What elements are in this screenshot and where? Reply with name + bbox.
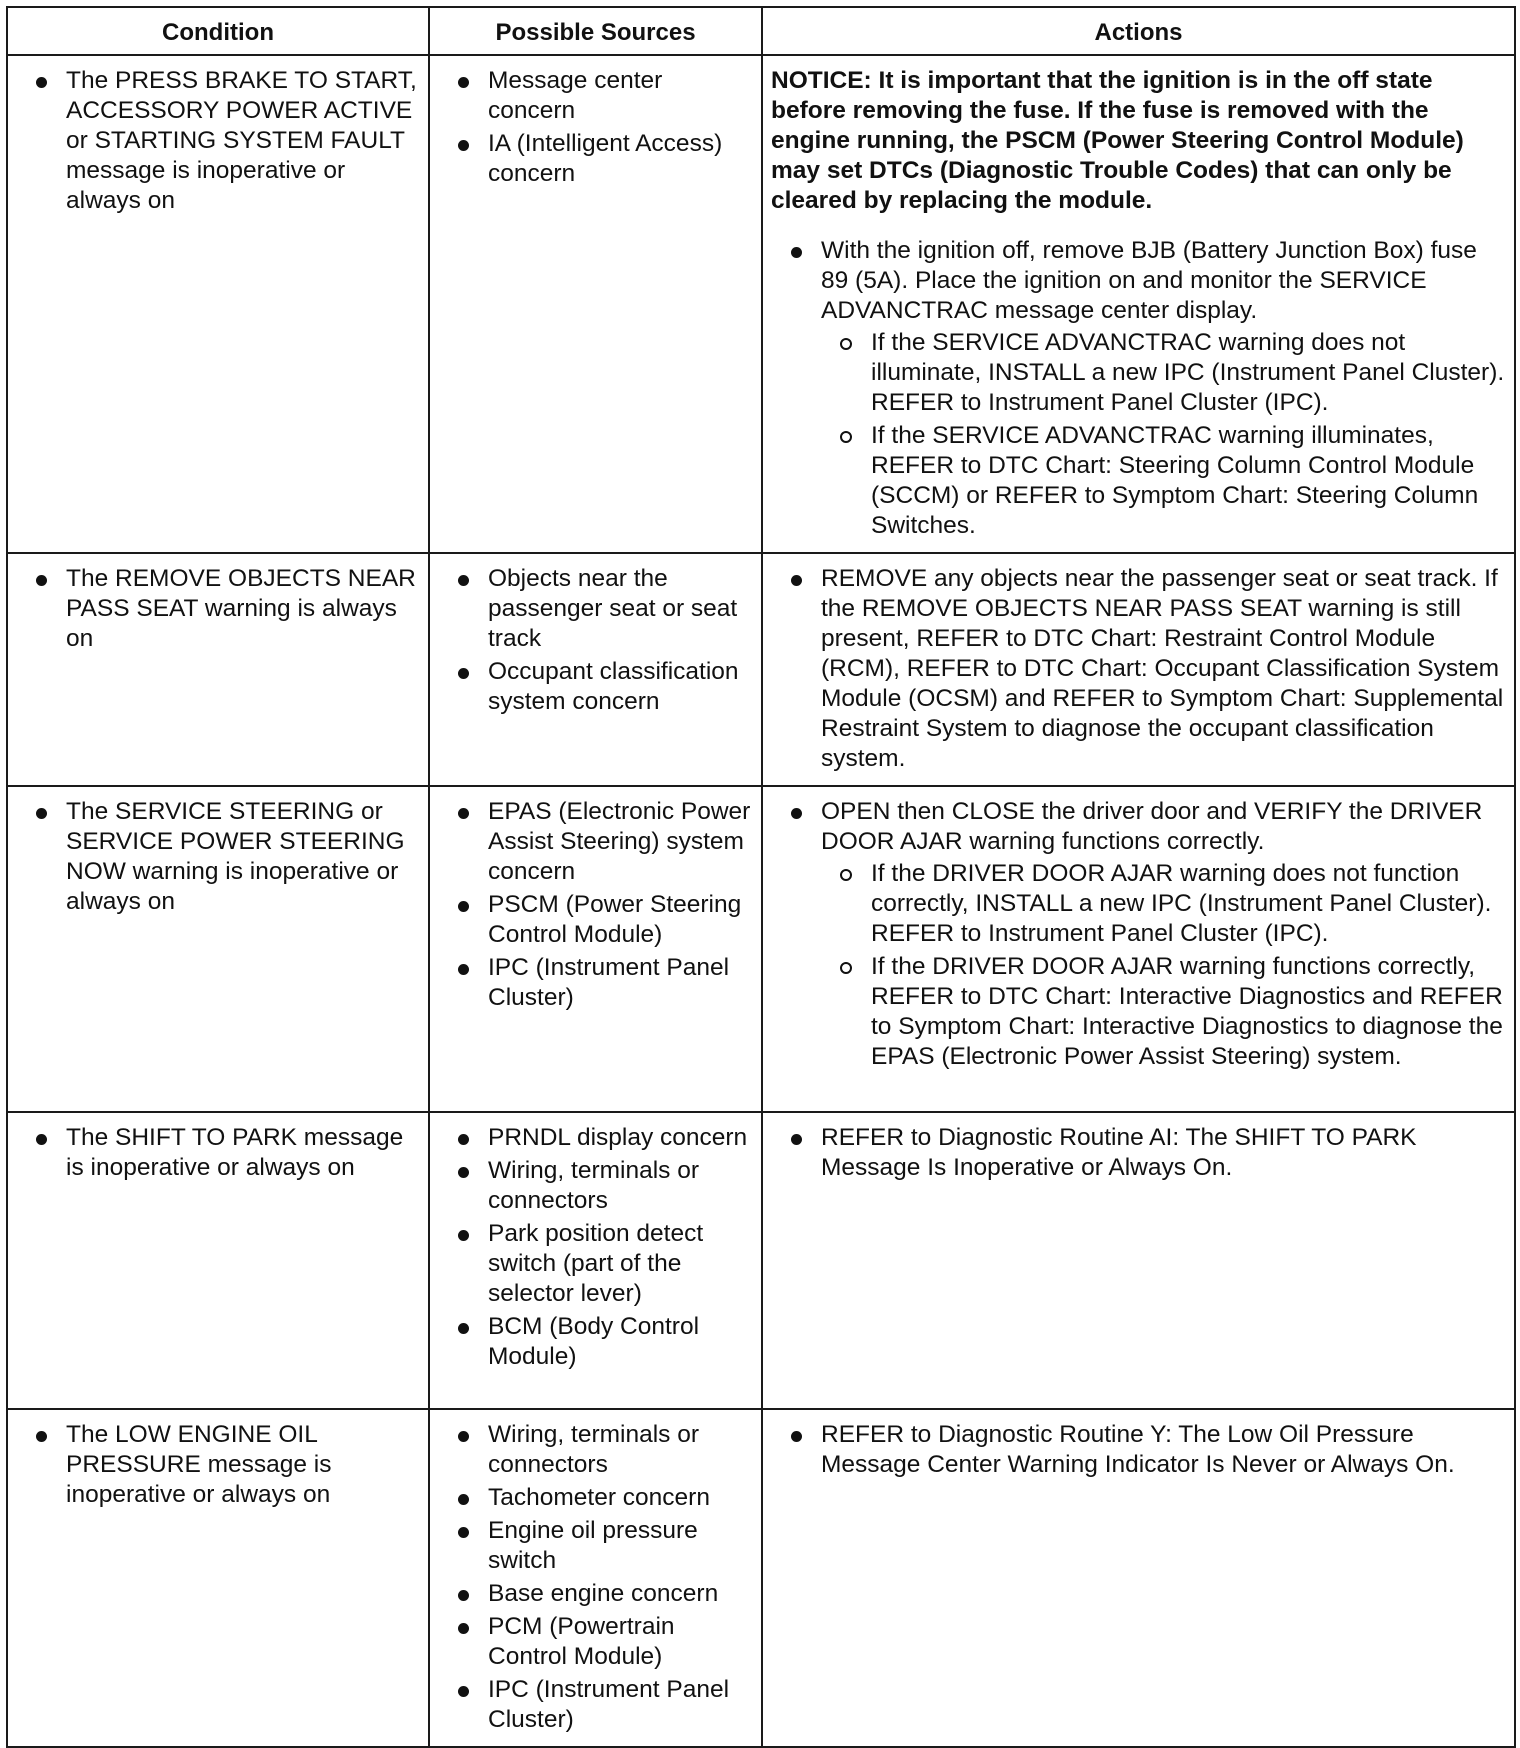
table-row [7, 1112, 1515, 1409]
source-item: Park position detect switch (part of the selector lever) [438, 1219, 753, 1309]
condition-cell [7, 786, 429, 1112]
action-text: OPEN then CLOSE the driver door and VERIFY the DRIVER DOOR AJAR warning functions correctly. [821, 798, 1483, 855]
condition-text: The SERVICE STEERING or SERVICE POWER STEERING NOW warning is inoperative or always on [16, 797, 420, 917]
sub-action-item: If the SERVICE ADVANCTRAC warning illuminates, REFER to DTC Chart: Steering Column Control Module (SCCM) or REFER to Symptom Chart: Steering Column Switches. [821, 421, 1506, 541]
source-item: Wiring, terminals or connectors [438, 1420, 753, 1480]
condition-text: The REMOVE OBJECTS NEAR PASS SEAT warning is always on [16, 564, 420, 654]
header-row [7, 7, 1515, 55]
table-row [7, 786, 1515, 1112]
condition-cell [7, 553, 429, 786]
table-row [7, 1409, 1515, 1747]
condition-cell [7, 1112, 429, 1409]
action-item [771, 236, 1506, 541]
diagnostic-table [6, 6, 1516, 1748]
table-row [7, 55, 1515, 553]
condition-cell [7, 55, 429, 553]
sources-cell [429, 553, 762, 786]
condition-text: The LOW ENGINE OIL PRESSURE message is inoperative or always on [16, 1420, 420, 1510]
source-item: Tachometer concern [438, 1483, 753, 1513]
source-item: IPC (Instrument Panel Cluster) [438, 1675, 753, 1735]
source-item: PRNDL display concern [438, 1123, 753, 1153]
source-item: EPAS (Electronic Power Assist Steering) system concern [438, 797, 753, 887]
actions-cell [762, 1112, 1515, 1409]
sub-action-item: If the DRIVER DOOR AJAR warning functions correctly, REFER to DTC Chart: Interactive Diagnostics and REFER to Symptom Chart: Interactive Diagnostics to diagnose the EPAS (Electronic Power Assist Steering) system. [821, 952, 1506, 1072]
source-item: Occupant classification system concern [438, 657, 753, 717]
source-item: IA (Intelligent Access) concern [438, 129, 753, 189]
header-actions: Actions [762, 7, 1515, 55]
source-item: Objects near the passenger seat or seat track [438, 564, 753, 654]
notice-text: NOTICE: It is important that the ignition is in the off state before removing the fuse. If the fuse is removed with the engine running, the PSCM (Power Steering Control Module) may set DTCs (Diagnostic Trouble Codes) that can only be cleared by replacing the module. [771, 67, 1464, 214]
action-text: With the ignition off, remove BJB (Battery Junction Box) fuse 89 (5A). Place the ignition on and monitor the SERVICE ADVANCTRAC message center display. [821, 237, 1477, 324]
source-item: IPC (Instrument Panel Cluster) [438, 953, 753, 1013]
sub-action-item: If the SERVICE ADVANCTRAC warning does not illuminate, INSTALL a new IPC (Instrument Panel Cluster). REFER to Instrument Panel Cluster (IPC). [821, 328, 1506, 418]
action-item: REFER to Diagnostic Routine Y: The Low Oil Pressure Message Center Warning Indicator Is Never or Always On. [771, 1420, 1506, 1480]
actions-cell [762, 1409, 1515, 1747]
sources-cell [429, 55, 762, 553]
sources-cell [429, 1112, 762, 1409]
source-item: Wiring, terminals or connectors [438, 1156, 753, 1216]
condition-text: The SHIFT TO PARK message is inoperative or always on [16, 1123, 420, 1183]
header-possible-sources: Possible Sources [429, 7, 762, 55]
header-condition: Condition [7, 7, 429, 55]
actions-cell [762, 553, 1515, 786]
action-item: REMOVE any objects near the passenger seat or seat track. If the REMOVE OBJECTS NEAR PASS SEAT warning is still present, REFER to DTC Chart: Restraint Control Module (RCM), REFER to DTC Chart: Occupant Classification System Module (OCSM) and REFER to Symptom Chart: Supplemental Restraint System to diagnose the occupant classification system. [771, 564, 1506, 774]
action-item [771, 797, 1506, 1072]
table-row [7, 553, 1515, 786]
sources-cell [429, 1409, 762, 1747]
condition-text: The PRESS BRAKE TO START, ACCESSORY POWER ACTIVE or STARTING SYSTEM FAULT message is inoperative or always on [16, 66, 420, 216]
symptom-chart [6, 6, 1516, 1748]
source-item: Engine oil pressure switch [438, 1516, 753, 1576]
source-item: PCM (Powertrain Control Module) [438, 1612, 753, 1672]
actions-cell [762, 786, 1515, 1112]
source-item: BCM (Body Control Module) [438, 1312, 753, 1372]
sub-action-item: If the DRIVER DOOR AJAR warning does not function correctly, INSTALL a new IPC (Instrument Panel Cluster). REFER to Instrument Panel Cluster (IPC). [821, 859, 1506, 949]
source-item: Base engine concern [438, 1579, 753, 1609]
actions-cell [762, 55, 1515, 553]
sources-cell [429, 786, 762, 1112]
source-item: Message center concern [438, 66, 753, 126]
condition-cell [7, 1409, 429, 1747]
source-item: PSCM (Power Steering Control Module) [438, 890, 753, 950]
action-item: REFER to Diagnostic Routine AI: The SHIFT TO PARK Message Is Inoperative or Always On. [771, 1123, 1506, 1183]
